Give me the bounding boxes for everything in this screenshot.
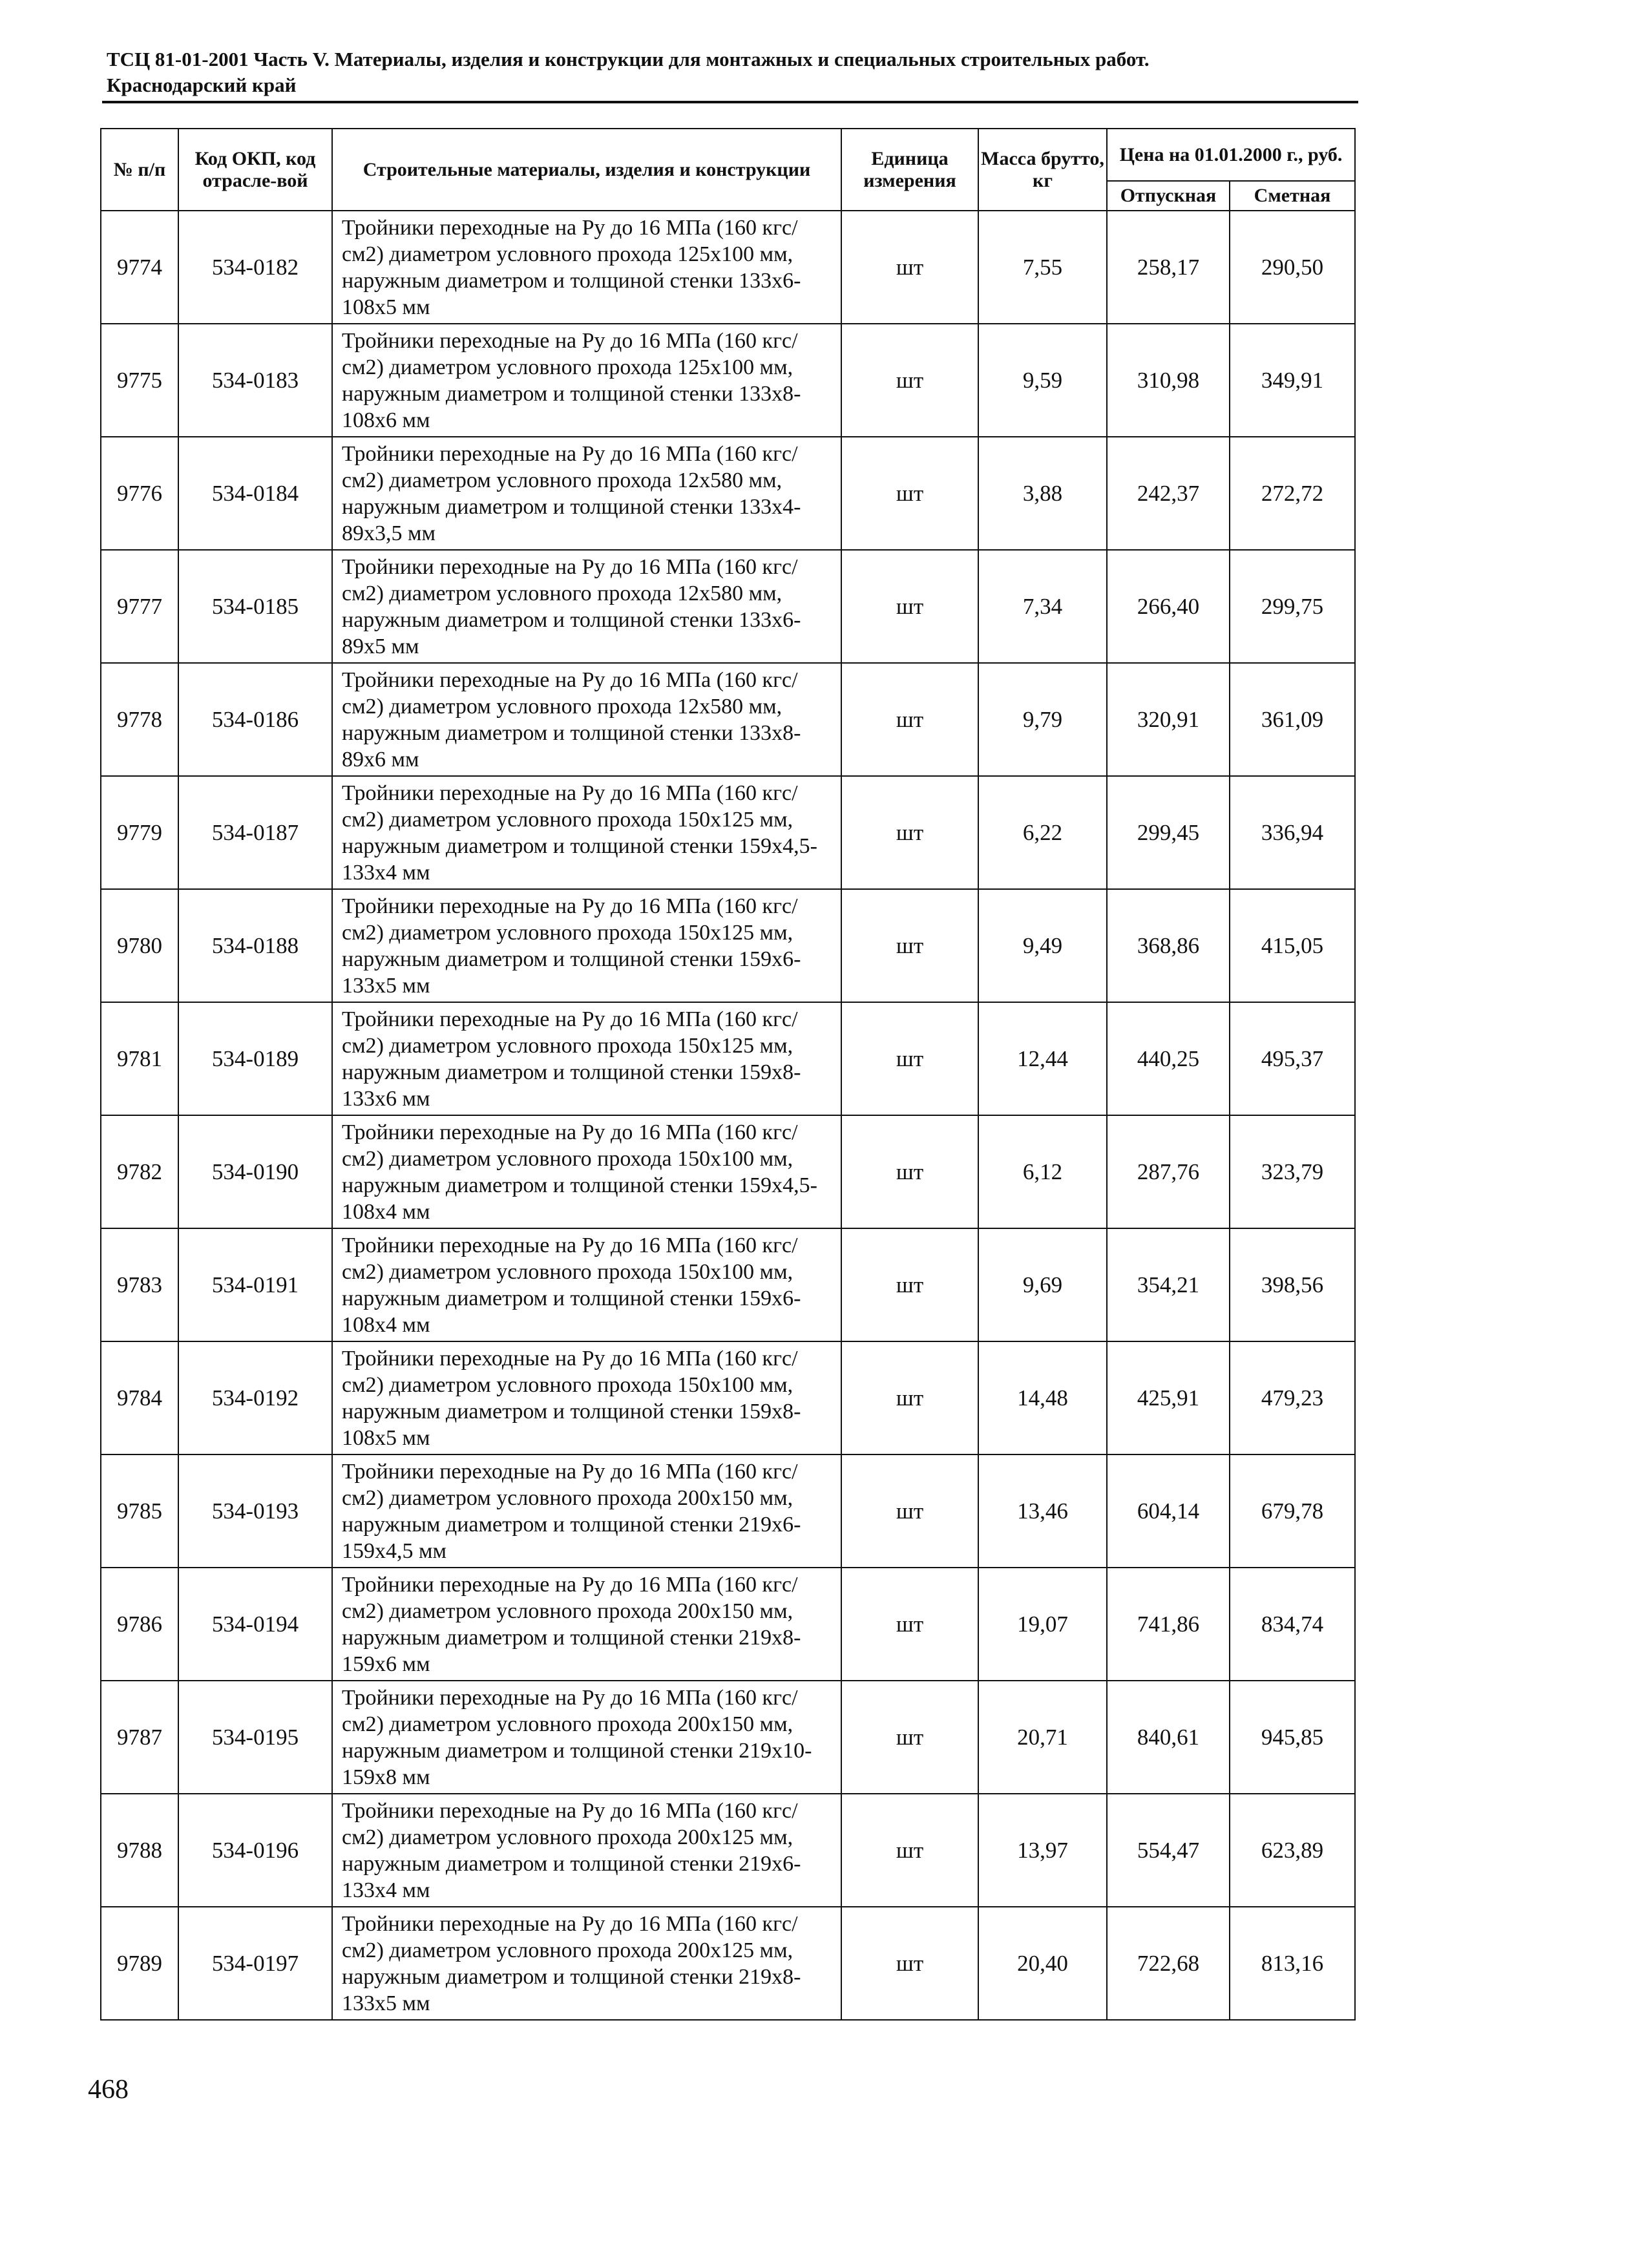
cell-mass: 13,97 [978,1794,1107,1907]
table-header [101,129,1355,211]
cell-price-release: 242,37 [1107,437,1230,550]
cell-code: 534-0187 [178,776,332,889]
cell-mass: 20,71 [978,1681,1107,1794]
cell-code: 534-0188 [178,889,332,1002]
table-row [101,663,1355,776]
cell-mass: 7,55 [978,211,1107,324]
cell-unit: шт [841,1341,978,1454]
cell-price-estimate: 479,23 [1230,1341,1355,1454]
cell-code: 534-0182 [178,211,332,324]
cell-mass: 6,22 [978,776,1107,889]
cell-price-estimate: 623,89 [1230,1794,1355,1907]
table-row [101,437,1355,550]
cell-price-estimate: 349,91 [1230,324,1355,437]
cell-code: 534-0189 [178,1002,332,1115]
cell-unit: шт [841,663,978,776]
cell-price-estimate: 290,50 [1230,211,1355,324]
cell-unit: шт [841,1794,978,1907]
cell-price-estimate: 415,05 [1230,889,1355,1002]
cell-price-release: 440,25 [1107,1002,1230,1115]
column-header-num: № п/п [101,129,178,211]
cell-description: Тройники переходные на Ру до 16 МПа (160 кгс/см2) диаметром условного прохода 200х150 мм, наружным диаметром и толщиной стенки 219х6-159х4,5 мм [332,1454,841,1568]
cell-price-estimate: 398,56 [1230,1228,1355,1341]
header-divider [102,101,1358,103]
cell-unit: шт [841,324,978,437]
cell-price-release: 554,47 [1107,1794,1230,1907]
cell-mass: 9,69 [978,1228,1107,1341]
cell-code: 534-0190 [178,1115,332,1228]
cell-price-release: 741,86 [1107,1568,1230,1681]
cell-price-release: 604,14 [1107,1454,1230,1568]
cell-price-estimate: 495,37 [1230,1002,1355,1115]
cell-price-release: 840,61 [1107,1681,1230,1794]
cell-price-estimate: 361,09 [1230,663,1355,776]
cell-code: 534-0197 [178,1907,332,2020]
cell-mass: 14,48 [978,1341,1107,1454]
cell-price-release: 368,86 [1107,889,1230,1002]
cell-price-estimate: 272,72 [1230,437,1355,550]
cell-price-release: 258,17 [1107,211,1230,324]
cell-description: Тройники переходные на Ру до 16 МПа (160 кгс/см2) диаметром условного прохода 150х100 мм, наружным диаметром и толщиной стенки 159х8-108х5 мм [332,1341,841,1454]
cell-price-release: 425,91 [1107,1341,1230,1454]
cell-price-estimate: 679,78 [1230,1454,1355,1568]
header-region: Краснодарский край [107,74,297,96]
cell-num: 9776 [101,437,178,550]
cell-code: 534-0186 [178,663,332,776]
table-row [101,1907,1355,2020]
cell-price-estimate: 834,74 [1230,1568,1355,1681]
cell-num: 9779 [101,776,178,889]
cell-unit: шт [841,1681,978,1794]
cell-description: Тройники переходные на Ру до 16 МПа (160 кгс/см2) диаметром условного прохода 12х580 мм, наружным диаметром и толщиной стенки 133х8-89х6 мм [332,663,841,776]
cell-unit: шт [841,1228,978,1341]
cell-num: 9775 [101,324,178,437]
cell-description: Тройники переходные на Ру до 16 МПа (160 кгс/см2) диаметром условного прохода 150х100 мм, наружным диаметром и толщиной стенки 159х6-108х4 мм [332,1228,841,1341]
cell-mass: 7,34 [978,550,1107,663]
cell-description: Тройники переходные на Ру до 16 МПа (160 кгс/см2) диаметром условного прохода 150х125 мм, наружным диаметром и толщиной стенки 159х8-133х6 мм [332,1002,841,1115]
cell-num: 9782 [101,1115,178,1228]
page-number: 468 [88,2075,129,2105]
cell-num: 9778 [101,663,178,776]
cell-price-release: 287,76 [1107,1115,1230,1228]
cell-unit: шт [841,211,978,324]
cell-price-release: 310,98 [1107,324,1230,437]
cell-code: 534-0192 [178,1341,332,1454]
cell-description: Тройники переходные на Ру до 16 МПа (160 кгс/см2) диаметром условного прохода 150х100 мм, наружным диаметром и толщиной стенки 159х4,5-108х4 мм [332,1115,841,1228]
cell-num: 9780 [101,889,178,1002]
table-row [101,1568,1355,1681]
table-row [101,776,1355,889]
cell-num: 9784 [101,1341,178,1454]
cell-description: Тройники переходные на Ру до 16 МПа (160 кгс/см2) диаметром условного прохода 125х100 мм, наружным диаметром и толщиной стенки 133х6-108х5 мм [332,211,841,324]
cell-description: Тройники переходные на Ру до 16 МПа (160 кгс/см2) диаметром условного прохода 150х125 мм, наружным диаметром и толщиной стенки 159х6-133х5 мм [332,889,841,1002]
column-header-code: Код ОКП, код отрасле-вой [178,129,332,211]
cell-unit: шт [841,1115,978,1228]
column-header-price-estimate: Сметная [1230,181,1355,211]
cell-code: 534-0184 [178,437,332,550]
column-header-price-release: Отпускная [1107,181,1230,211]
cell-num: 9783 [101,1228,178,1341]
cell-code: 534-0191 [178,1228,332,1341]
header-title: ТСЦ 81-01-2001 Часть V. Материалы, изделия и конструкции для монтажных и специальных строительных работ. [107,48,1150,70]
cell-code: 534-0193 [178,1454,332,1568]
cell-num: 9777 [101,550,178,663]
cell-unit: шт [841,437,978,550]
table-row [101,1794,1355,1907]
table-row [101,1228,1355,1341]
cell-num: 9781 [101,1002,178,1115]
cell-unit: шт [841,1568,978,1681]
cell-num: 9789 [101,1907,178,2020]
cell-unit: шт [841,889,978,1002]
table-row [101,1115,1355,1228]
cell-mass: 6,12 [978,1115,1107,1228]
cell-price-release: 722,68 [1107,1907,1230,2020]
table-row [101,1681,1355,1794]
cell-code: 534-0185 [178,550,332,663]
column-header-unit: Единица измерения [841,129,978,211]
cell-description: Тройники переходные на Ру до 16 МПа (160 кгс/см2) диаметром условного прохода 200х150 мм, наружным диаметром и толщиной стенки 219х8-159х6 мм [332,1568,841,1681]
cell-unit: шт [841,776,978,889]
price-table [100,128,1356,2021]
cell-num: 9786 [101,1568,178,1681]
cell-description: Тройники переходные на Ру до 16 МПа (160 кгс/см2) диаметром условного прохода 150х125 мм, наружным диаметром и толщиной стенки 159х4,5-133х4 мм [332,776,841,889]
cell-unit: шт [841,1002,978,1115]
cell-description: Тройники переходные на Ру до 16 МПа (160 кгс/см2) диаметром условного прохода 125х100 мм, наружным диаметром и толщиной стенки 133х8-108х6 мм [332,324,841,437]
table-body [101,211,1355,2020]
cell-mass: 9,59 [978,324,1107,437]
cell-description: Тройники переходные на Ру до 16 МПа (160 кгс/см2) диаметром условного прохода 200х125 мм, наружным диаметром и толщиной стенки 219х8-133х5 мм [332,1907,841,2020]
table-row [101,324,1355,437]
cell-unit: шт [841,1907,978,2020]
cell-mass: 12,44 [978,1002,1107,1115]
cell-unit: шт [841,550,978,663]
cell-description: Тройники переходные на Ру до 16 МПа (160 кгс/см2) диаметром условного прохода 12х580 мм, наружным диаметром и толщиной стенки 133х4-89х3,5 мм [332,437,841,550]
cell-price-release: 299,45 [1107,776,1230,889]
cell-price-release: 266,40 [1107,550,1230,663]
column-header-name: Строительные материалы, изделия и конструкции [332,129,841,211]
cell-num: 9787 [101,1681,178,1794]
cell-price-estimate: 945,85 [1230,1681,1355,1794]
cell-description: Тройники переходные на Ру до 16 МПа (160 кгс/см2) диаметром условного прохода 200х125 мм, наружным диаметром и толщиной стенки 219х6-133х4 мм [332,1794,841,1907]
cell-description: Тройники переходные на Ру до 16 МПа (160 кгс/см2) диаметром условного прохода 200х150 мм, наружным диаметром и толщиной стенки 219х10-159х8 мм [332,1681,841,1794]
cell-price-estimate: 299,75 [1230,550,1355,663]
cell-num: 9785 [101,1454,178,1568]
cell-code: 534-0194 [178,1568,332,1681]
cell-mass: 20,40 [978,1907,1107,2020]
cell-mass: 13,46 [978,1454,1107,1568]
table-row [101,889,1355,1002]
cell-unit: шт [841,1454,978,1568]
cell-mass: 19,07 [978,1568,1107,1681]
cell-price-estimate: 336,94 [1230,776,1355,889]
cell-mass: 3,88 [978,437,1107,550]
cell-price-release: 320,91 [1107,663,1230,776]
cell-num: 9774 [101,211,178,324]
cell-code: 534-0196 [178,1794,332,1907]
cell-code: 534-0183 [178,324,332,437]
cell-price-release: 354,21 [1107,1228,1230,1341]
table-row [101,550,1355,663]
table-row [101,1454,1355,1568]
table-row [101,211,1355,324]
cell-price-estimate: 813,16 [1230,1907,1355,2020]
table-row [101,1002,1355,1115]
cell-num: 9788 [101,1794,178,1907]
cell-description: Тройники переходные на Ру до 16 МПа (160 кгс/см2) диаметром условного прохода 12х580 мм, наружным диаметром и толщиной стенки 133х6-89х5 мм [332,550,841,663]
document-header [107,47,1270,98]
cell-mass: 9,79 [978,663,1107,776]
column-header-mass: Масса брутто, кг [978,129,1107,211]
cell-mass: 9,49 [978,889,1107,1002]
table-row [101,1341,1355,1454]
cell-price-estimate: 323,79 [1230,1115,1355,1228]
cell-code: 534-0195 [178,1681,332,1794]
column-header-price-group: Цена на 01.01.2000 г., руб. [1107,129,1355,181]
